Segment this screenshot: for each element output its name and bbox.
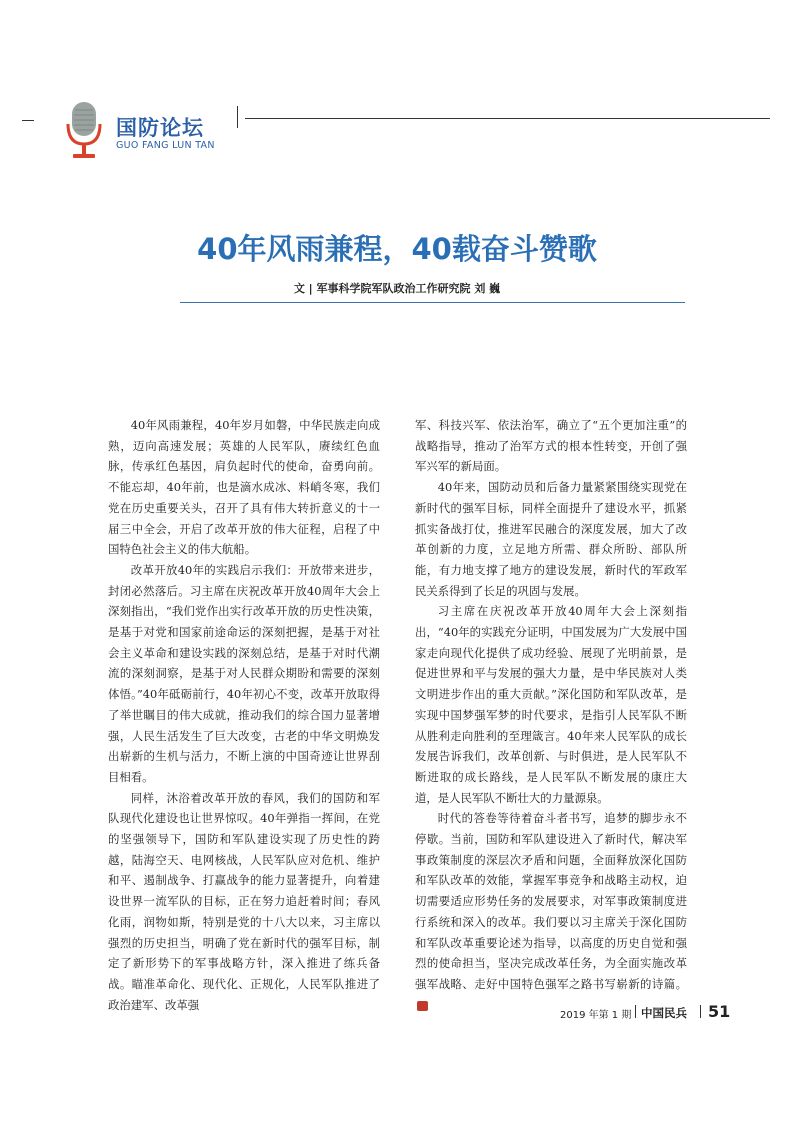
- header-divider: [237, 106, 238, 128]
- header-rule-left: [22, 120, 34, 121]
- paragraph-text: 时代的答卷等待着奋斗者书写，追梦的脚步永不停歇。当前，国防和军队建设进入了新时代，解决军事政策制度的深层次矛盾和问题，全面释放深化国防和军队改革的效能，掌握军事竞争和战略主动权，迫切需要适应形势任务的发展要求，对军事政策制度进行系统和深入的改革。我们要以习主席关于深化国防和军队改革重要论述为指导，以高度的历史自觉和强烈的使命担当，坚决完成改革任务，为全面实施改革强军战略、走好中国特色强军之路书写崭新的诗篇。: [415, 811, 687, 991]
- paragraph: 40年风雨兼程，40年岁月如磐，中华民族走向成熟，迈向高速发展；英雄的人民军队，赓续红色血脉，传承红色基因，肩负起时代的使命，奋勇向前。不能忘却，40年前，也是滴水成冰、料峭冬寒，我们党在历史重要关头，召开了具有伟大转折意义的十一届三中全会，开启了改革开放的伟大征程，启程了中国特色社会主义的伟大航船。: [108, 418, 380, 557]
- paragraph: 改革开放40年的实践启示我们：开放带来进步，封闭必然落后。习主席在庆祝改革开放40周年大会上深刻指出，“我们党作出实行改革开放的历史性决策，是基于对党和国家前途命运的深刻把握，是基于对社会主义革命和建设实践的深刻总结，是基于对时代潮流的深刻洞察，是基于对人民群众期盼和需要的深刻体悟。”40年砥砺前行，40年初心不变，改革开放取得了举世瞩目的伟大成就，推动我们的综合国力显著增强，人民生活发生了巨大改变，古老的中华文明焕发出崭新的生机与活力，不断上演的中国奇迹让世界刮目相看。: [108, 562, 380, 784]
- article-byline: 文 | 军事科学院军队政治工作研究院 刘 巍: [293, 282, 501, 295]
- microphone-icon: [64, 100, 104, 162]
- paragraph-last: [415, 808, 687, 1015]
- byline-rule: [180, 302, 685, 303]
- paragraph: 40年来，国防动员和后备力量紧紧围绕实现党在新时代的强军目标，同样全面提升了建设水平，抓紧抓实备战打仗，推进军民融合的深度发展，加大了改革创新的力度，立足地方所需、群众所盼、部队所能，有力地支撑了地方的建设发展，新时代的军政军民关系得到了长足的巩固与发展。: [415, 480, 687, 598]
- paragraph: 习主席在庆祝改革开放40周年大会上深刻指出，“40年的实践充分证明，中国发展为广大发展中国家走向现代化提供了成功经验、展现了光明前景，是促进世界和平与发展的强大力量，是中华民族对人类文明进步作出的重大贡献。”深化国防和军队改革，是实现中国梦强军梦的时代要求，是指引人民军队不断从胜利走向胜利的至理箴言。40年来人民军队的成长发展告诉我们，改革创新、与时俱进，是人民军队不断进取的成长路线，是人民军队不断发展的康庄大道，是人民军队不断壮大的力量源泉。: [415, 604, 687, 805]
- end-mark-icon: [417, 1001, 428, 1011]
- footer-divider: [700, 1005, 701, 1018]
- paragraph: 军、科技兴军、依法治军，确立了“五个更加注重”的战略指导，推动了治军方式的根本性转变，开创了强军兴军的新局面。: [415, 418, 687, 474]
- section-title: 国防论坛: [116, 116, 204, 140]
- paragraph: 同样，沐浴着改革开放的春风，我们的国防和军队现代化建设也让世界惊叹。40年弹指一挥间，在党的坚强领导下，国防和军队建设实现了历史性的跨越，陆海空天、电网核战，人民军队应对危机、维护和平、遏制战争、打赢战争的能力显著提升，向着建设世界一流军队的目标，正在努力追赶着时间；春风化雨，润物如斯，特别是党的十八大以来，习主席以强烈的历史担当，明确了党在新时代的强军目标，制定了新形势下的军事战略方针，深入推进了练兵备战。瞄准革命化、现代化、正规化，人民军队推进了政治建军、改革强: [108, 790, 380, 1012]
- issue-label: 2019 年第 1 期: [560, 1010, 632, 1021]
- magazine-name: 中国民兵: [641, 1006, 687, 1020]
- article-title: 40年风雨兼程，40载奋斗赞歌: [197, 232, 597, 266]
- footer-divider: [635, 1005, 636, 1018]
- article-column-right: [415, 415, 687, 1015]
- page-number: 51: [708, 1002, 731, 1021]
- article-column-left: [108, 415, 380, 1015]
- header-rule-right: [245, 118, 770, 119]
- section-subtitle: GUO FANG LUN TAN: [116, 140, 215, 151]
